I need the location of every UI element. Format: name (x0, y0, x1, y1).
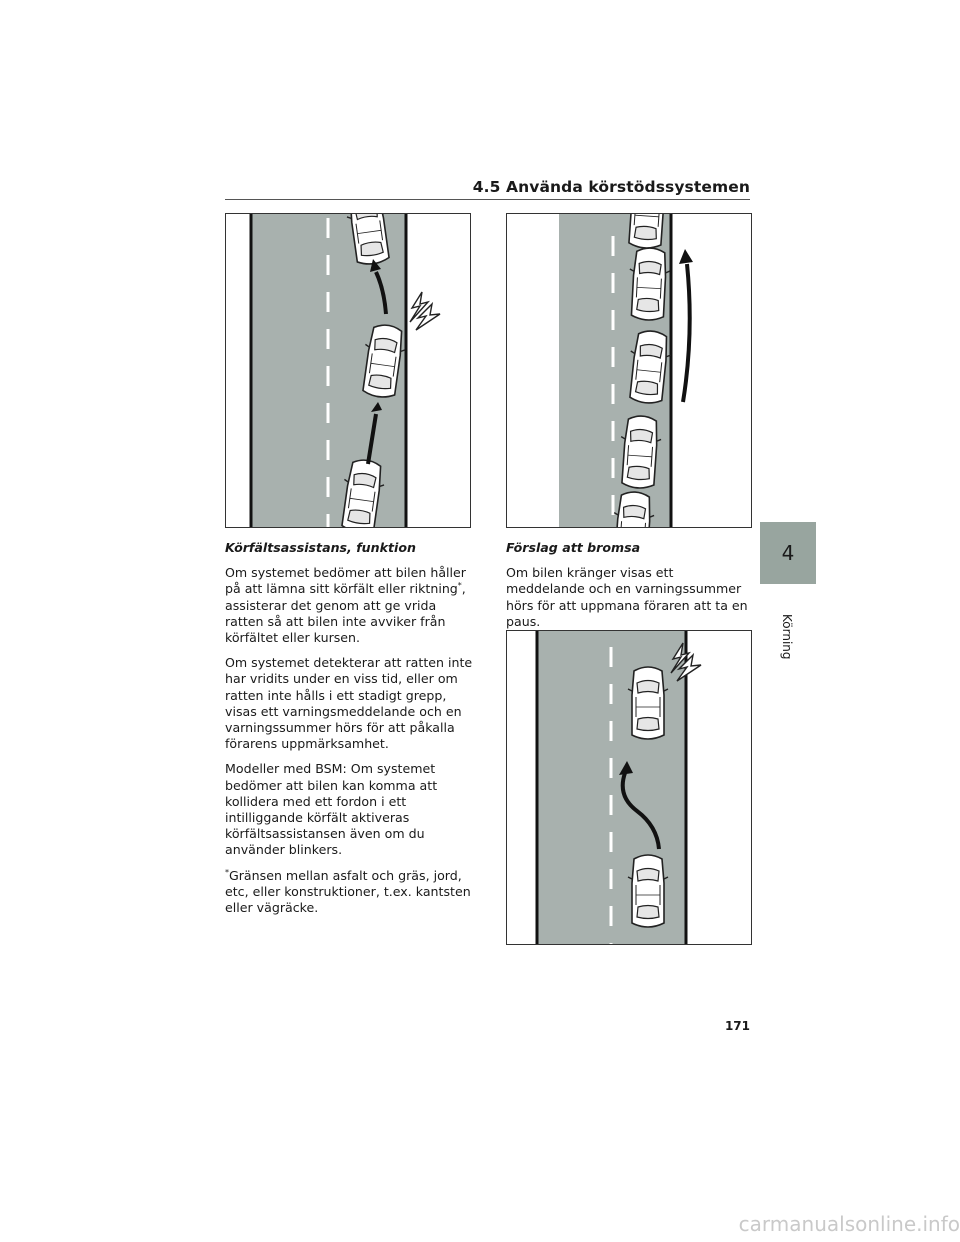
header-divider (225, 199, 750, 200)
illustration-lane-assist (225, 213, 471, 528)
car-bottom (628, 855, 668, 927)
paragraph-brake: Om bilen kränger visas ett meddelande och en varningssummer hörs för att uppmana föraren att ta en paus. (506, 565, 748, 629)
section-title: 4.5 Använda körstödssystemen (472, 178, 750, 196)
page-number: 171 (724, 1019, 750, 1033)
illustration-warning (506, 630, 752, 945)
footnote: *Gränsen mellan asfalt och gräs, jord, etc, eller konstruktioner, t.ex. kantsten eller vägräcke. (225, 867, 471, 916)
warning-bolt-icon (410, 292, 440, 330)
arrow-head (679, 249, 693, 264)
car-top (628, 667, 668, 739)
heading-lane-assist: Körfältsassistans, funktion (225, 540, 416, 555)
paragraph-2: Om systemet detekterar att ratten inte har vridits under en viss tid, eller om ratten inte hålls i ett stadigt grepp, visas ett varningsmeddelande och en varningssummer hörs för att påkalla förarens uppmärksamhet. (225, 655, 473, 752)
chapter-label: Körning (780, 614, 794, 660)
chapter-number: 4 (781, 541, 795, 565)
illustration-swerving (506, 213, 752, 528)
watermark: carmanualsonline.info (738, 1212, 960, 1236)
left-column (225, 540, 473, 925)
paragraph-3: Modeller med BSM: Om systemet bedömer att bilen kan komma att kollidera med ett fordon i ett intilliggande körfält aktiveras körfältsassistansen även om du använder blinkers. (225, 761, 438, 858)
arrow-shaft (683, 264, 690, 402)
right-column (506, 540, 754, 639)
heading-brake-suggestion: Förslag att bromsa (506, 540, 641, 555)
paragraph-1: Om systemet bedömer att bilen håller på att lämna sitt körfält eller riktning*, assisterar det genom att ge vrida ratten så att bilen inte avviker från körfältet eller kursen. (225, 565, 466, 646)
